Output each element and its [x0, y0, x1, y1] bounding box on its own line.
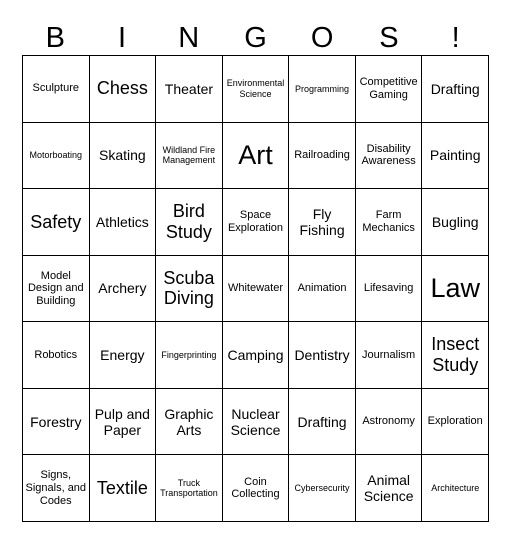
bingo-cell[interactable]: Lifesaving — [356, 256, 423, 323]
title-letter: S — [379, 21, 399, 54]
bingo-cell[interactable]: Environmental Science — [223, 56, 290, 123]
bingo-cell[interactable]: Programming — [289, 56, 356, 123]
bingo-cell[interactable]: Drafting — [289, 389, 356, 456]
title-letter: O — [310, 21, 334, 54]
bingo-title — [22, 20, 489, 56]
bingo-cell[interactable]: Bird Study — [156, 189, 223, 256]
bingo-cell[interactable]: Disability Awareness — [356, 123, 423, 190]
bingo-cell[interactable]: Robotics — [23, 322, 90, 389]
bingo-cell[interactable]: Model Design and Building — [23, 256, 90, 323]
bingo-cell[interactable]: Signs, Signals, and Codes — [23, 455, 90, 522]
bingo-cell[interactable]: Motorboating — [23, 123, 90, 190]
bingo-cell[interactable]: Cybersecurity — [289, 455, 356, 522]
bingo-cell[interactable]: Painting — [422, 123, 489, 190]
title-letter: ! — [451, 21, 460, 54]
bingo-cell[interactable]: Textile — [90, 455, 157, 522]
bingo-cell[interactable]: Fingerprinting — [156, 322, 223, 389]
bingo-cell[interactable]: Law — [422, 256, 489, 323]
bingo-cell[interactable]: Athletics — [90, 189, 157, 256]
bingo-cell[interactable]: Graphic Arts — [156, 389, 223, 456]
bingo-cell[interactable]: Insect Study — [422, 322, 489, 389]
bingo-cell[interactable]: Skating — [90, 123, 157, 190]
bingo-cell[interactable]: Dentistry — [289, 322, 356, 389]
bingo-cell[interactable]: Safety — [23, 189, 90, 256]
bingo-cell[interactable]: Sculpture — [23, 56, 90, 123]
bingo-cell[interactable]: Art — [223, 123, 290, 190]
bingo-cell[interactable]: Drafting — [422, 56, 489, 123]
bingo-cell[interactable]: Coin Collecting — [223, 455, 290, 522]
bingo-cell[interactable]: Scuba Diving — [156, 256, 223, 323]
bingo-cell[interactable]: Archery — [90, 256, 157, 323]
bingo-cell[interactable]: Wildland Fire Management — [156, 123, 223, 190]
bingo-cell[interactable]: Truck Transportation — [156, 455, 223, 522]
bingo-cell[interactable]: Fly Fishing — [289, 189, 356, 256]
bingo-cell[interactable]: Chess — [90, 56, 157, 123]
bingo-cell[interactable]: Animal Science — [356, 455, 423, 522]
bingo-cell[interactable]: Energy — [90, 322, 157, 389]
bingo-cell[interactable]: Architecture — [422, 455, 489, 522]
bingo-cell[interactable]: Railroading — [289, 123, 356, 190]
bingo-cell[interactable]: Camping — [223, 322, 290, 389]
bingo-cell[interactable]: Competitive Gaming — [356, 56, 423, 123]
bingo-cell[interactable]: Space Exploration — [223, 189, 290, 256]
bingo-cell[interactable]: Journalism — [356, 322, 423, 389]
bingo-cell[interactable]: Exploration — [422, 389, 489, 456]
title-letter: N — [178, 21, 200, 54]
bingo-cell[interactable]: Astronomy — [356, 389, 423, 456]
bingo-cell[interactable]: Farm Mechanics — [356, 189, 423, 256]
bingo-cell[interactable]: Forestry — [23, 389, 90, 456]
bingo-cell[interactable]: Pulp and Paper — [90, 389, 157, 456]
title-letter: B — [45, 21, 66, 54]
bingo-grid — [22, 55, 489, 522]
title-letter: I — [118, 21, 127, 54]
title-letter: G — [244, 21, 267, 54]
bingo-cell[interactable]: Whitewater — [223, 256, 290, 323]
bingo-cell[interactable]: Theater — [156, 56, 223, 123]
bingo-cell[interactable]: Bugling — [422, 189, 489, 256]
bingo-cell[interactable]: Nuclear Science — [223, 389, 290, 456]
bingo-cell[interactable]: Animation — [289, 256, 356, 323]
